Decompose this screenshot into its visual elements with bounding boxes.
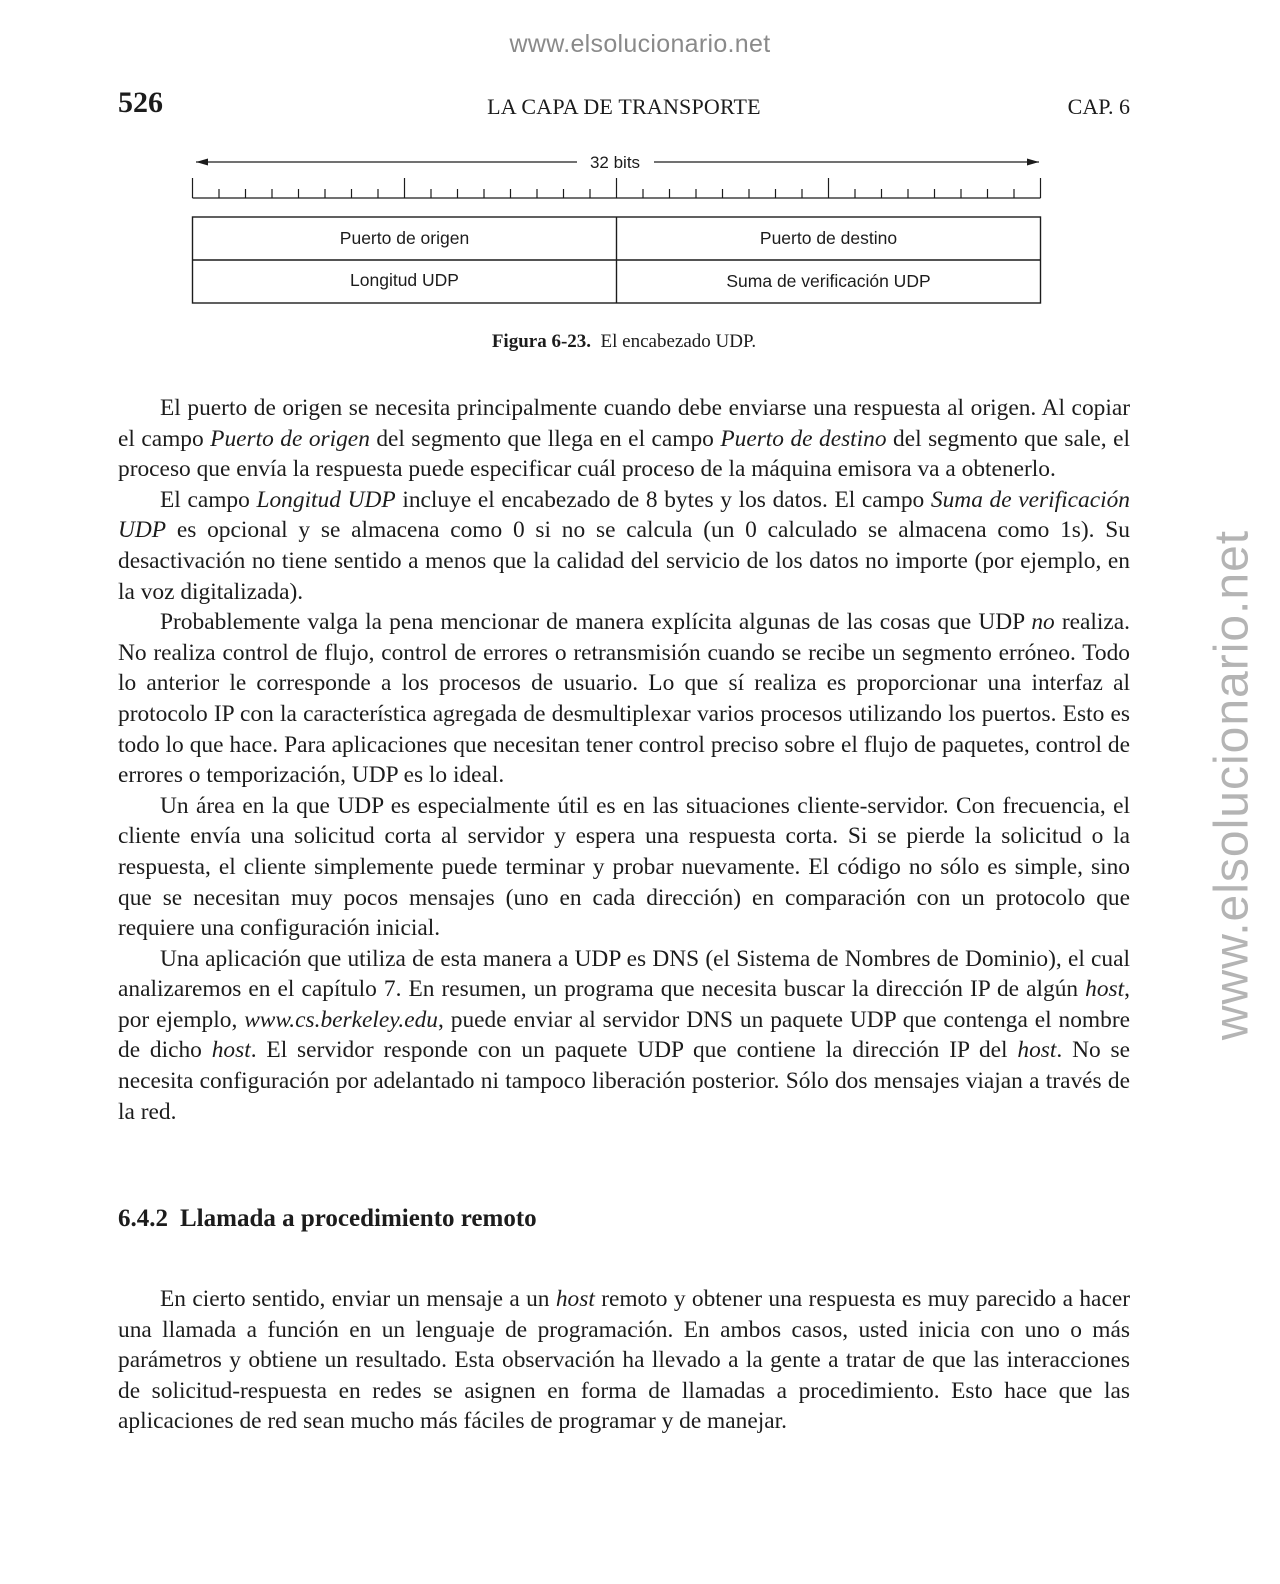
udp-header-figure	[180, 145, 1055, 315]
paragraph: En cierto sentido, enviar un mensaje a un host remoto y obtener una respuesta es muy parecido a hacer una llamada a función en un lenguaje de programación. En ambos casos, usted inicia con uno o más parámetros y obtiene un resultado. Esta observación ha llevado a la gente a tratar de que las interacciones de solicitud-respuesta en redes se asignen en forma de llamadas a procedimiento. Esto hace que las aplicaciones de red sean mucho más fáciles de programar y de manejar.	[118, 1286, 1130, 1435]
udp-text	[118, 393, 1130, 1127]
paragraph: Una aplicación que utiliza de esta manera a UDP es DNS (el Sistema de Nombres de Dominio), el cual analizaremos en el capítulo 7. En resumen, un programa que necesita buscar la dirección IP de algún host, por ejemplo, www.cs.berkeley.edu, puede enviar al servidor DNS un paquete UDP que contenga el nombre de dicho host. El servidor responde con un paquete UDP que contiene la dirección IP del host. No se necesita configuración por adelantado ni tampoco liberación posterior. Sólo dos mensajes viajan a través de la red.	[118, 945, 1130, 1125]
watermark-top: www.elsolucionario.net	[509, 30, 771, 58]
section-number: 6.4.2	[118, 1205, 168, 1232]
caption-text: El encabezado UDP.	[600, 331, 757, 352]
running-head: LA CAPA DE TRANSPORTE	[487, 94, 761, 119]
paragraph: Un área en la que UDP es especialmente útil es en las situaciones cliente-servidor. Con frecuencia, el cliente envía una solicitud corta al servidor y espera una respuesta corta. Si se pierde la solicitud o la respuesta, el cliente simplemente puede terminar y probar nuevamente. El código no sólo es simple, sino que se necesitan muy pocos mensajes (uno en cada dirección) en comparación con un protocolo que requiere una configuración inicial.	[118, 792, 1130, 942]
rpc-text	[118, 1284, 1130, 1437]
field-destination-port: Puerto de destino	[759, 228, 898, 248]
bit-ruler	[193, 178, 1041, 198]
field-udp-length: Longitud UDP	[350, 270, 459, 290]
paragraph: El puerto de origen se necesita principalmente cuando debe enviarse una respuesta al origen. Al copiar el campo Puerto de origen del segmento que llega en el campo Puerto de destino del segmento que sale, el proceso que envía la respuesta puede especificar cuál proceso de la máquina emisora va a obtenerlo.	[118, 395, 1130, 483]
watermark-side: www.elsolucionario.net	[1205, 529, 1259, 1041]
figure-caption	[0, 331, 1248, 353]
width-label: 32 bits	[589, 153, 641, 172]
field-source-port: Puerto de origen	[339, 228, 470, 248]
chapter-label: CAP. 6	[1067, 94, 1130, 119]
width-arrow	[196, 153, 1039, 172]
section-title: Llamada a procedimiento remoto	[180, 1205, 537, 1232]
paragraph: Probablemente valga la pena mencionar de manera explícita algunas de las cosas que UDP no realiza. No realiza control de flujo, control de errores o retransmisión cuando se recibe un segmento erróneo. Todo lo anterior le corresponde a los procesos de usuario. Lo que sí realiza es proporcionar una interfaz al protocolo IP con la característica agregada de desmultiplexar varios procesos utilizando los puertos. Esto es todo lo que hace. Para aplicaciones que necesitan tener control preciso sobre el flujo de paquetes, control de errores o temporización, UDP es lo ideal.	[118, 609, 1130, 789]
paragraph: El campo Longitud UDP incluye el encabezado de 8 bytes y los datos. El campo Suma de verificación UDP es opcional y se almacena como 0 si no se calcula (un 0 calculado se almacena como 1s). Su desactivación no tiene sentido a menos que la calidad del servicio de los datos no importe (por ejemplo, en la voz digitalizada).	[118, 486, 1130, 605]
caption-label: Figura 6-23.	[491, 331, 592, 352]
section-heading	[118, 1205, 537, 1233]
page-number: 526	[118, 86, 163, 119]
field-udp-checksum: Suma de verificación UDP	[726, 271, 931, 291]
